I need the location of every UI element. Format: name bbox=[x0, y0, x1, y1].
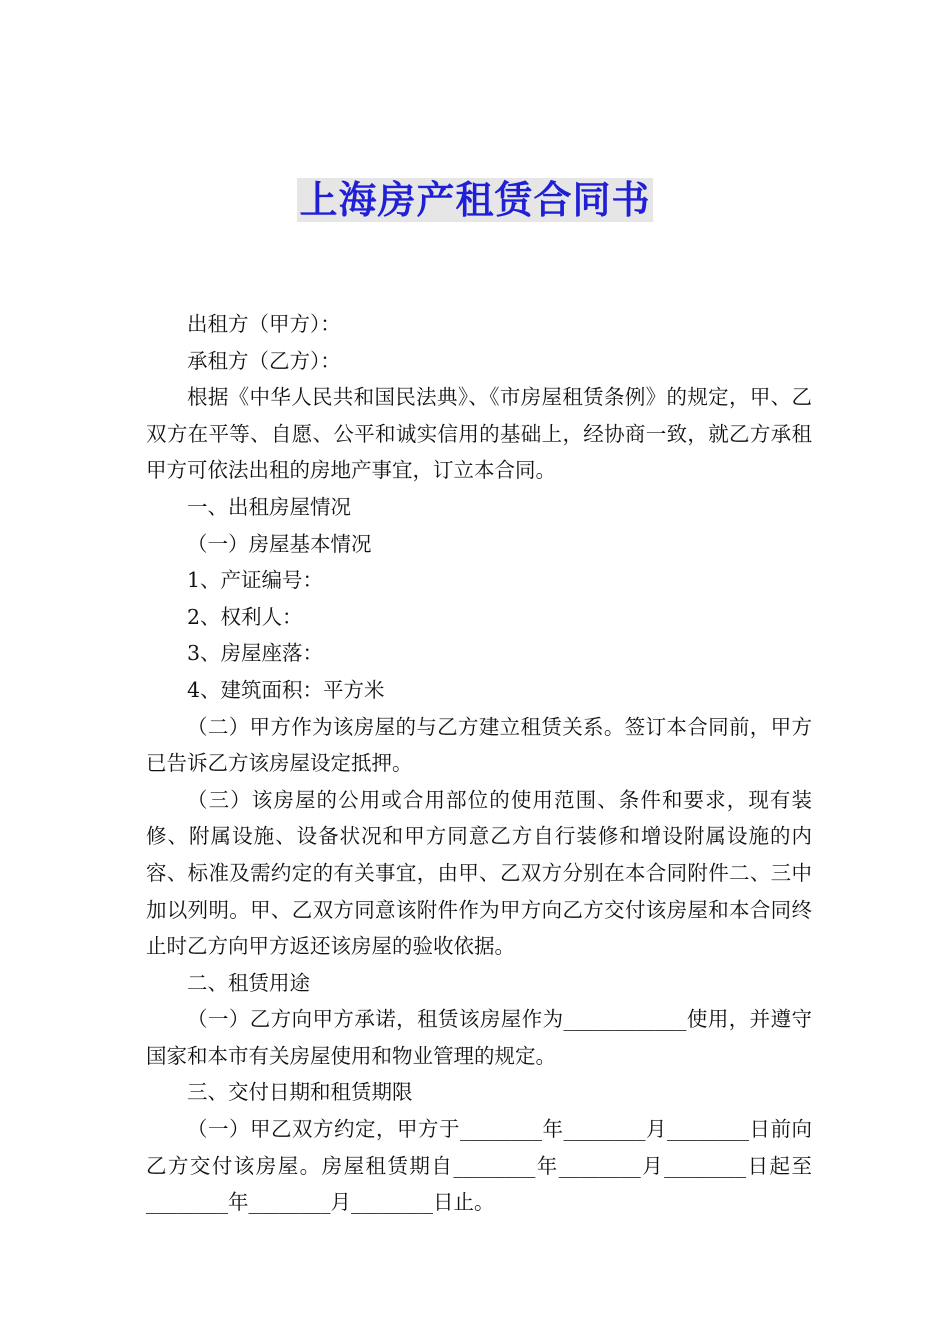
clause-3-1: （一）甲乙双方约定，甲方于________年________月________日前向乙方交付该房屋。房屋租赁期自________年________月________日起至________年________月________日止。 bbox=[146, 1117, 812, 1215]
lessor-line: 出租方（甲方）： bbox=[187, 312, 341, 336]
document-title: 上海房产租赁合同书 bbox=[299, 178, 651, 222]
preamble-paragraph: 根据《中华人民共和国民法典》、《市房屋租赁条例》的规定，甲、乙双方在平等、自愿、公平和诚实信用的基础上，经协商一致，就乙方承租甲方可依法出租的房地产事宜，订立本合同。 bbox=[146, 385, 812, 483]
section-heading-2: 二、租赁用途 bbox=[187, 970, 310, 995]
section-heading-3: 三、交付日期和租赁期限 bbox=[187, 1080, 413, 1105]
item-floor-area: 4、建筑面积：平方米 bbox=[187, 677, 385, 702]
title-container bbox=[0, 178, 950, 222]
document-body bbox=[146, 306, 812, 1221]
item-certificate-number: 1、产证编号： bbox=[187, 568, 324, 593]
clause-1-3: （三）该房屋的公用或合用部位的使用范围、条件和要求，现有装修、附属设施、设备状况和甲方同意乙方自行装修和增设附属设施的内容、标准及需约定的有关事宜，由甲、乙双方分别在本合同附件二、三中加以列明。甲、乙双方同意该附件作为甲方向乙方交付该房屋和本合同终止时乙方向甲方返还该房屋的验收依据。 bbox=[146, 787, 812, 959]
item-owner: 2、权利人： bbox=[187, 604, 303, 629]
lessee-line: 承租方（乙方）： bbox=[187, 348, 341, 373]
item-location: 3、房屋座落： bbox=[187, 641, 324, 666]
subsection-heading-1-1: （一）房屋基本情况 bbox=[187, 531, 372, 556]
section-heading-1: 一、出租房屋情况 bbox=[187, 494, 351, 519]
clause-1-2: （二）甲方作为该房屋的与乙方建立租赁关系。签订本合同前，甲方已告诉乙方该房屋设定抵押。 bbox=[146, 714, 812, 776]
clause-2-1: （一）乙方向甲方承诺，租赁该房屋作为____________使用，并遵守国家和本市有关房屋使用和物业管理的规定。 bbox=[146, 1007, 812, 1068]
